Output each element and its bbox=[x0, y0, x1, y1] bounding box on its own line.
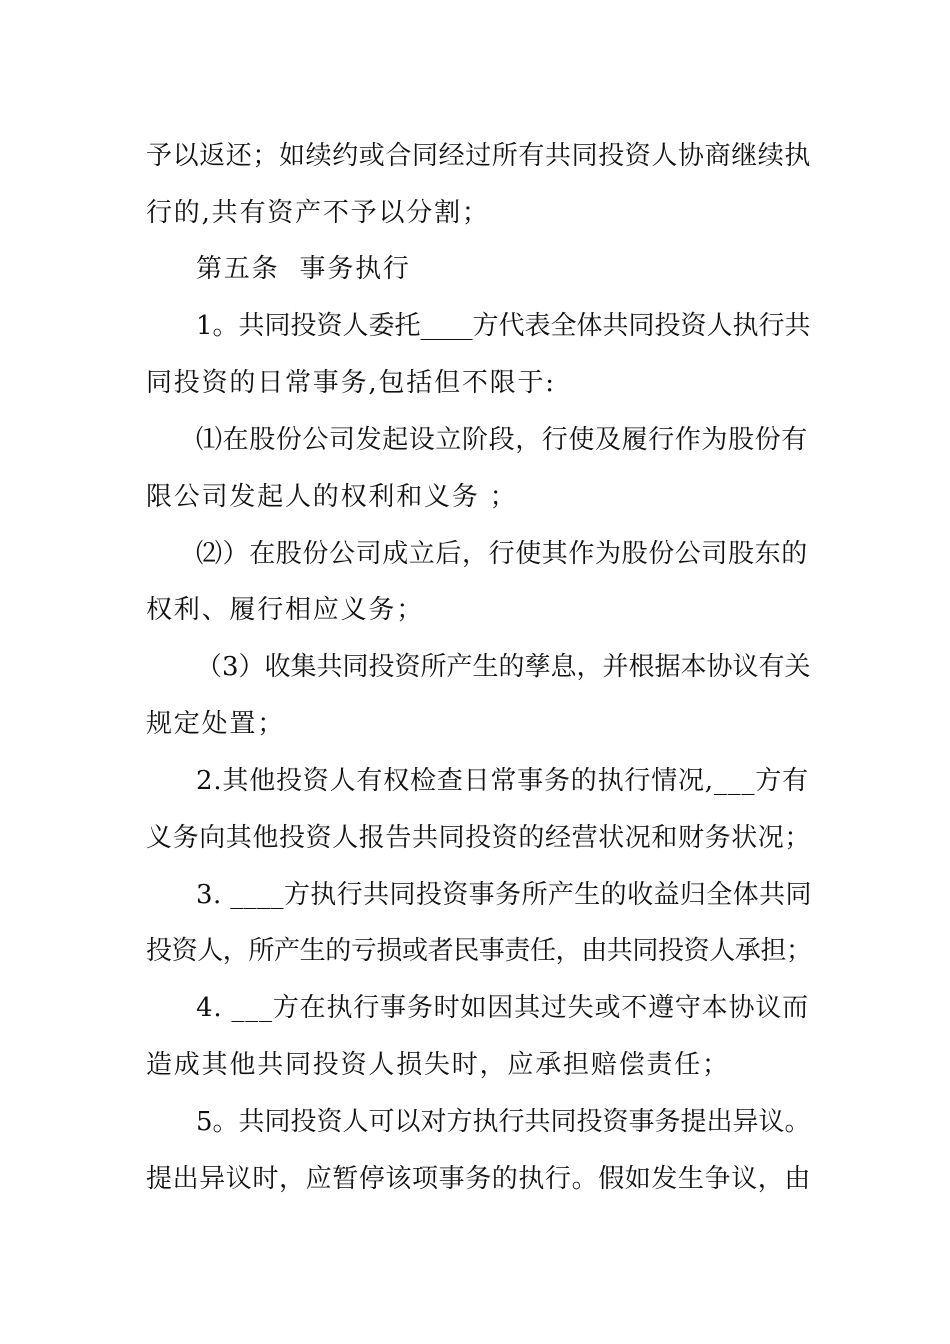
text-line-19: 提出异议时，应暂停该项事务的执行。假如发生争议，由 bbox=[146, 1164, 812, 1194]
text-line-1: 予以返还；如续约或合同经过所有共同投资人协商继续执 bbox=[146, 141, 812, 171]
text-line-4: 1。共同投资人委托____方代表全体共同投资人执行共 bbox=[196, 311, 811, 341]
text-line-16: 4. ___方在执行事务时如因其过失或不遵守本协议而 bbox=[196, 993, 809, 1023]
text-line-12: 2.其他投资人有权检查日常事务的执行情况,___方有 bbox=[196, 766, 809, 796]
article-heading: 第五条 事务执行 bbox=[196, 254, 411, 284]
text-line-11: 规定处置； bbox=[146, 709, 286, 739]
text-line-5: 同投资的日常事务,包括但不限于: bbox=[146, 368, 556, 398]
text-line-10: （3）收集共同投资所产生的孳息，并根据本协议有关 bbox=[196, 652, 811, 682]
text-line-14: 3. ____方执行共同投资事务所产生的收益归全体共同 bbox=[196, 880, 812, 910]
text-line-13: 义务向其他投资人报告共同投资的经营状况和财务状况； bbox=[146, 823, 812, 853]
text-line-6: ⑴在股份公司发起设立阶段，行使及履行作为股份有 bbox=[196, 425, 808, 455]
text-line-18: 5。共同投资人可以对方执行共同投资事务提出异议。 bbox=[196, 1107, 811, 1137]
text-line-17: 造成其他共同投资人损失时，应承担赔偿责任； bbox=[146, 1050, 730, 1080]
text-line-15: 投资人，所产生的亏损或者民事责任，由共同投资人承担； bbox=[146, 936, 812, 966]
text-line-2: 行的,共有资产不予以分割； bbox=[146, 198, 490, 228]
text-line-7: 限公司发起人的权利和义务 ； bbox=[146, 482, 518, 512]
text-line-9: 权利、履行相应义务； bbox=[146, 595, 425, 625]
text-line-8: ⑵）在股份公司成立后，行使其作为股份公司股东的 bbox=[196, 539, 808, 569]
